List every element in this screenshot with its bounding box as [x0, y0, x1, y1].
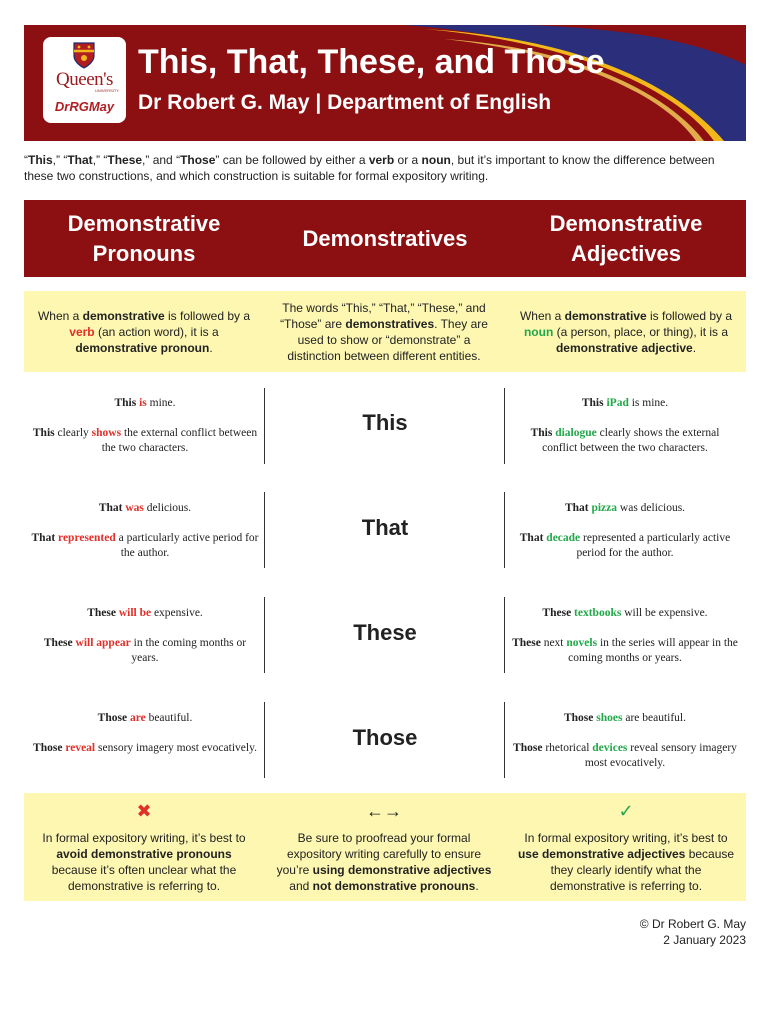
- definitions-row: [24, 291, 746, 372]
- page-subtitle: Dr Robert G. May | Department of English: [138, 91, 552, 114]
- advice-adjectives: ✓ In formal expository writing, it’s best to use demonstrative adjectives because they clearly identify what the demonstrative is referring to.: [514, 793, 738, 901]
- logo-name: Queen's: [56, 69, 113, 90]
- pronoun-examples-these: These will be expensive. These will appear in the coming months or years.: [43, 607, 247, 664]
- header-demonstrative-pronouns: Demonstrative Pronouns: [67, 210, 221, 266]
- pronoun-examples-that: That was delicious. That represented a particularly active period for the author.: [31, 502, 259, 559]
- adjective-examples-those: Those shoes are beautiful. Those rhetorical devices reveal sensory imagery most evocatively.: [513, 712, 737, 769]
- date-text: 2 January 2023: [663, 933, 746, 947]
- adjective-examples-that: That pizza was delicious. That decade represented a particularly active period for the author.: [519, 502, 731, 559]
- demonstrative-word-these: These: [353, 620, 417, 645]
- advice-row: [24, 793, 746, 901]
- intro-paragraph: “This,” “That,” “These,” and “Those” can be followed by either a verb or a noun, but it’s important to know the difference between these two constructions, and which construction is suitable for formal expository writing.: [24, 153, 715, 183]
- header-banner: [24, 25, 746, 141]
- adjective-examples-these: These textbooks will be expensive. These next novels in the series will appear in the coming months or years.: [512, 607, 738, 664]
- demonstrative-word-those: Those: [352, 725, 418, 750]
- logo-tag: DrRGMay: [54, 99, 115, 114]
- definition-demonstrative: The words “This,” “That,” “These,” and “Those” are demonstratives. They are used to show or “demonstrate” a distinction between different entities.: [280, 300, 488, 363]
- advice-proofread: ←→ Be sure to proofread your formal expository writing carefully to ensure you’re using demonstrative adjectives and not demonstrative pronouns.: [273, 793, 495, 901]
- checkmark-icon: ✓: [618, 801, 634, 821]
- divider: [504, 388, 505, 464]
- header-demonstratives: Demonstratives: [302, 225, 468, 251]
- pronoun-examples-this: This is mine. This clearly shows the external conflict between the two characters.: [32, 397, 258, 454]
- page-title: This, That, These, and Those: [138, 43, 605, 81]
- column-header-bar: [24, 200, 746, 277]
- cross-icon: ✖: [136, 801, 152, 821]
- demonstrative-word-that: That: [361, 515, 409, 540]
- copyright-text: © Dr Robert G. May: [639, 917, 746, 931]
- header-demonstrative-adjectives: Demonstrative Adjectives: [549, 210, 703, 266]
- logo-university: UNIVERSITY: [95, 88, 120, 93]
- definition-adjective: When a demonstrative is followed by a noun (a person, place, or thing), it is a demonstrative adjective.: [519, 308, 733, 355]
- left-right-arrow-icon: ←→: [366, 801, 402, 821]
- copyright-footer: [640, 916, 746, 948]
- adjective-examples-this: This iPad is mine. This dialogue clearly shows the external conflict between the two characters.: [530, 397, 720, 454]
- demonstrative-word-this: This: [362, 410, 408, 435]
- advice-pronouns: ✖ In formal expository writing, it’s best to avoid demonstrative pronouns because it’s often unclear what the demonstrative is referring to.: [32, 793, 256, 901]
- divider: [504, 702, 505, 778]
- divider: [504, 492, 505, 568]
- university-logo: [43, 37, 126, 123]
- crest-icon: [73, 42, 95, 69]
- definition-pronoun: When a demonstrative is followed by a verb (an action word), it is a demonstrative pronoun.: [37, 308, 251, 355]
- divider: [504, 597, 505, 673]
- pronoun-examples-those: Those are beautiful. Those reveal sensory imagery most evocatively.: [33, 712, 257, 754]
